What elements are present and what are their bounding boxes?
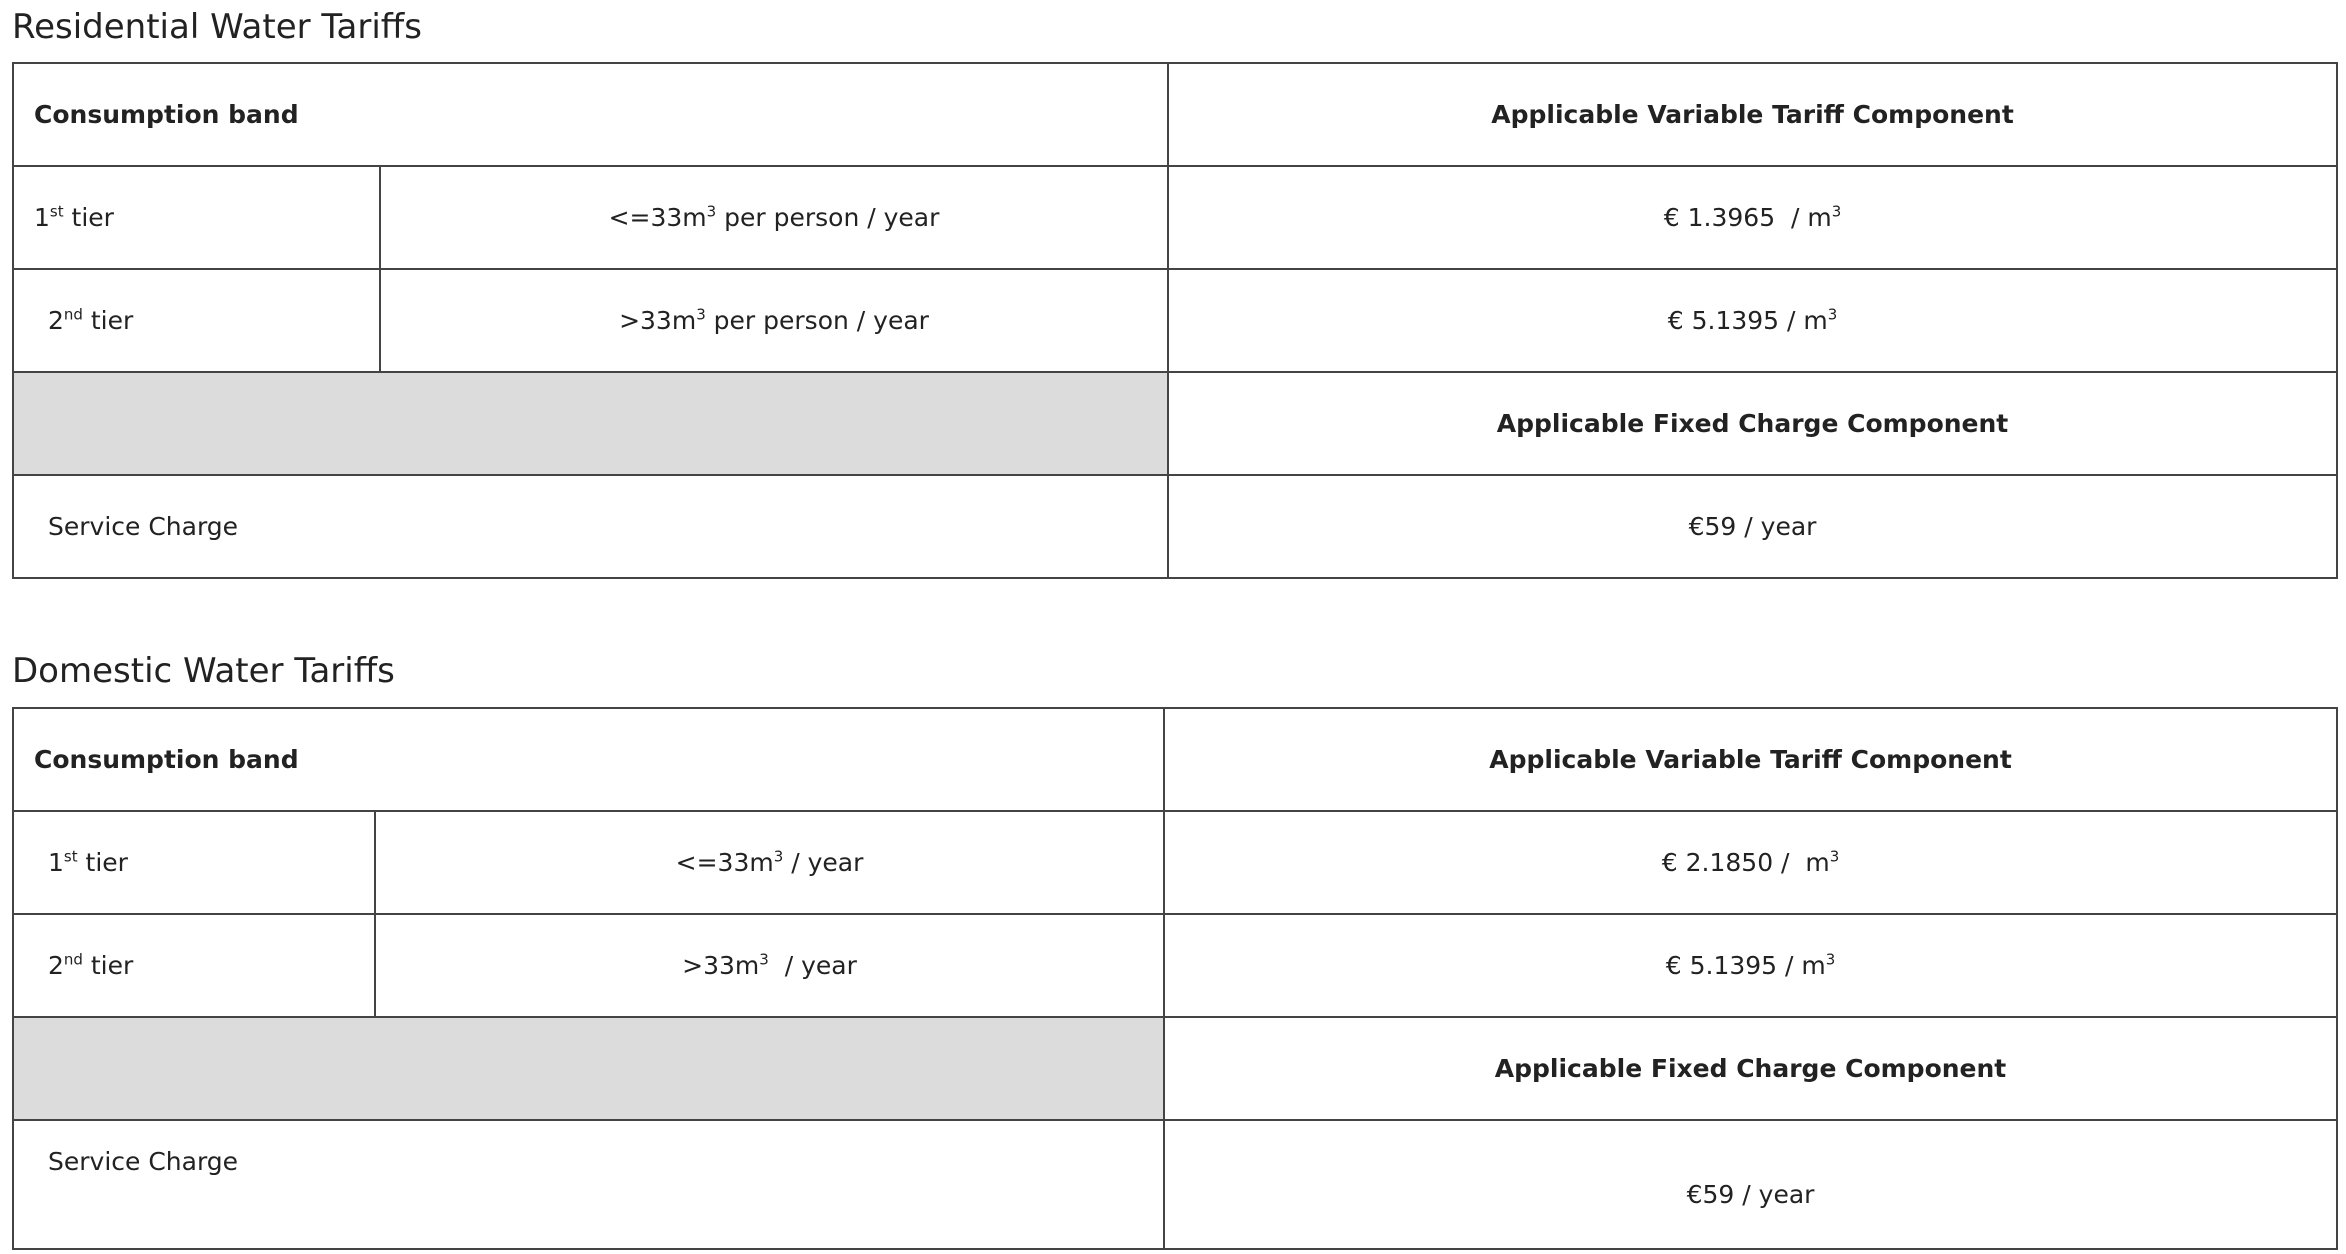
table-row bbox=[13, 475, 2337, 578]
table-row bbox=[13, 1120, 2337, 1249]
variable-tariff-header: Applicable Variable Tariff Component bbox=[1164, 708, 2337, 811]
residential-tariff-table bbox=[12, 62, 2338, 579]
consumption-band-header: Consumption band bbox=[13, 63, 1168, 166]
domestic-title: Domestic Water Tariffs bbox=[12, 651, 395, 691]
tier-label: 1st tier bbox=[13, 811, 375, 914]
tier-band: $<=33m^3$ per person / year bbox=[380, 166, 1168, 269]
tier-label: 2nd tier bbox=[13, 914, 375, 1017]
table-row bbox=[13, 1017, 2337, 1120]
service-charge-label: Service Charge bbox=[13, 475, 1168, 578]
tier-band: $>33m^3$ per person / year bbox=[380, 269, 1168, 372]
tier-price: € $1.3965 / m^3$ bbox=[1168, 166, 2337, 269]
empty-grey-cell bbox=[13, 1017, 1164, 1120]
tier-price: € $2.1850 / m^3$ bbox=[1164, 811, 2337, 914]
consumption-band-header: Consumption band bbox=[13, 708, 1164, 811]
table-row bbox=[13, 166, 2337, 269]
tier-price: € $5.1395 / m^3$ bbox=[1168, 269, 2337, 372]
empty-grey-cell bbox=[13, 372, 1168, 475]
table-header-row bbox=[13, 63, 2337, 166]
tier-label: 2nd tier bbox=[13, 269, 380, 372]
table-header-row bbox=[13, 708, 2337, 811]
table-row bbox=[13, 269, 2337, 372]
tier-label: 1st tier bbox=[13, 166, 380, 269]
service-charge-value: €59 / year bbox=[1168, 475, 2337, 578]
residential-title: Residential Water Tariffs bbox=[12, 7, 422, 47]
tier-price: € $5.1395 / m^3$ bbox=[1164, 914, 2337, 1017]
tier-band: $<=33m^3$ / year bbox=[375, 811, 1164, 914]
fixed-charge-header: Applicable Fixed Charge Component bbox=[1168, 372, 2337, 475]
service-charge-label: Service Charge bbox=[13, 1120, 1164, 1249]
fixed-charge-header: Applicable Fixed Charge Component bbox=[1164, 1017, 2337, 1120]
service-charge-value: €59 / year bbox=[1164, 1120, 2337, 1249]
table-row bbox=[13, 914, 2337, 1017]
table-row bbox=[13, 372, 2337, 475]
domestic-tariff-table bbox=[12, 707, 2338, 1250]
variable-tariff-header: Applicable Variable Tariff Component bbox=[1168, 63, 2337, 166]
table-row bbox=[13, 811, 2337, 914]
tier-band: $>33m^3$ / year bbox=[375, 914, 1164, 1017]
